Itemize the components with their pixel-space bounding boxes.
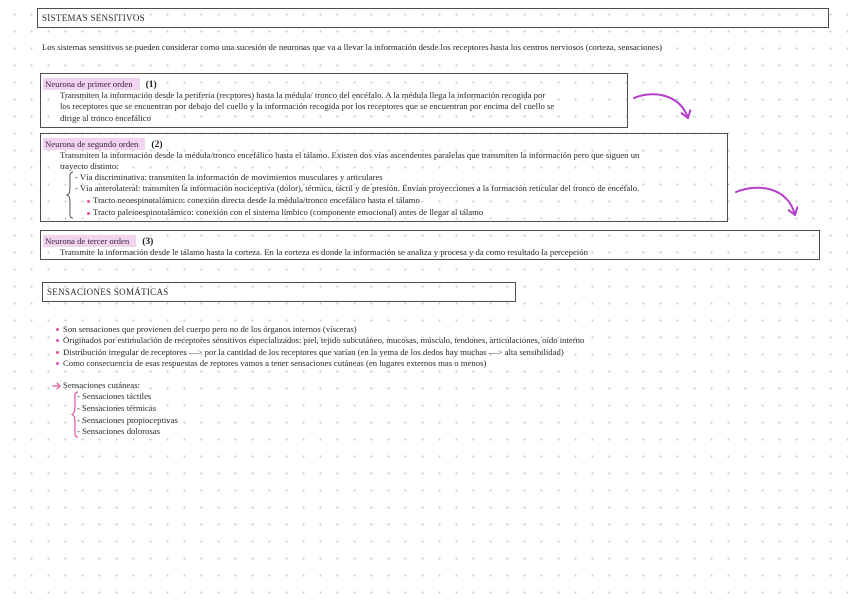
bullet-icon — [56, 351, 59, 354]
neuron-box-first-order — [40, 73, 628, 128]
list-item: Como consecuencia de esas respuestas de reptores vamos a tener sensaciones cutáneas (en lugares externos mas o menos) — [63, 358, 487, 368]
list-item: - Sensaciones dolorosas — [77, 426, 160, 436]
subsection-label: Sensaciones cutáneas: — [63, 380, 140, 390]
list-item: - Sensaciones térmicas — [77, 403, 157, 413]
body-line: dirige al tronco encefálico — [60, 112, 151, 123]
list-item: Son sensaciones que provienen del cuerpo pero no de los órganos internos (vísceras) — [63, 323, 357, 334]
neuron-heading-row — [43, 235, 153, 247]
body-line: trayecto distinto: — [60, 161, 119, 171]
bullet-icon — [56, 339, 59, 342]
neuron-number: (2) — [151, 139, 163, 150]
body-line: los receptores que se encuentran por debajo del cuello y la información recogida por los receptores que se encuentran por encima del cuello se — [60, 101, 555, 111]
title-box — [37, 8, 829, 28]
body-line: Transmiten la información desde la médula/tronco encefálico hasta el tálamo. Existen dos vías ascendentes paralelas que transmiten la información pero que siguen un — [60, 149, 640, 160]
body-line: Transmite la información desde le tálamo hasta la corteza. En la corteza es donde la información se analiza y procesa y da como resultado la percepción — [60, 246, 588, 257]
bullet-icon — [56, 362, 59, 365]
section-title-box — [42, 282, 516, 302]
left-brace-icon — [66, 171, 74, 219]
neuron-number: (1) — [145, 79, 157, 90]
curved-arrow-icon — [628, 88, 698, 128]
bullet-icon — [56, 328, 59, 331]
neuron-heading: Neurona de tercer orden — [43, 235, 136, 247]
right-arrow-icon — [52, 382, 61, 390]
neuron-heading-row — [43, 138, 163, 150]
tract-item: Tracto neoespinotalámico: conexión directa desde la médula/tronco encefálico hasta el tálamo — [93, 195, 420, 205]
tract-item: Tracto paleioespinotalámico: conexión con el sistema límbico (componente emocional) antes de llegar al tálamo — [93, 207, 484, 217]
bullet-icon — [87, 200, 90, 203]
neuron-heading-row — [43, 78, 157, 90]
neuron-heading: Neurona de segundo orden — [43, 138, 145, 150]
list-item: Originados por estimulación de receptores sensitivos especializados: piel, tejido subcutáneo, mucosas, músculo, tendones, articulaciones, oído interno — [63, 335, 585, 345]
neuron-box-second-order — [40, 133, 728, 222]
pathway-item: - Vía discriminativa: transmiten la información de movimientos musculares y articulares — [75, 171, 383, 182]
intro-paragraph: Los sistemas sensitivos se pueden considerar como una sucesión de neuronas que va a llevar la información desde los receptores hasta los centros nerviosos (corteza, sensaciones) — [42, 41, 662, 52]
curved-arrow-icon — [733, 183, 805, 225]
list-item: - Sensaciones táctiles — [77, 391, 152, 401]
bullet-icon — [87, 212, 90, 215]
neuron-heading: Neurona de primer orden — [43, 78, 140, 90]
page-title: SISTEMAS SENSITIVOS — [42, 13, 145, 23]
body-line: Transmiten la información desde la periferia (recptores) hasta la médula/ tronco del encéfalo. A la médula llega la información recogida por — [60, 89, 546, 100]
list-item: Distribución irregular de receptores —> por la cantidad de los receptores que varían (en la yema de los dedos hay muchas —> alta sensibilidad) — [63, 346, 564, 357]
section-title: SENSACIONES SOMÁTICAS — [47, 287, 169, 297]
neuron-number: (3) — [142, 236, 154, 247]
pathway-item: - Vía anterolateral: transmiten la información nociceptiva (dolor), térmica, táctil y de presión. Envían proyecciones a la formación reticular del tronco de encéfalo. — [75, 183, 640, 193]
neuron-box-third-order — [40, 230, 820, 260]
list-item: - Sensaciones propioceptivas — [77, 414, 178, 425]
